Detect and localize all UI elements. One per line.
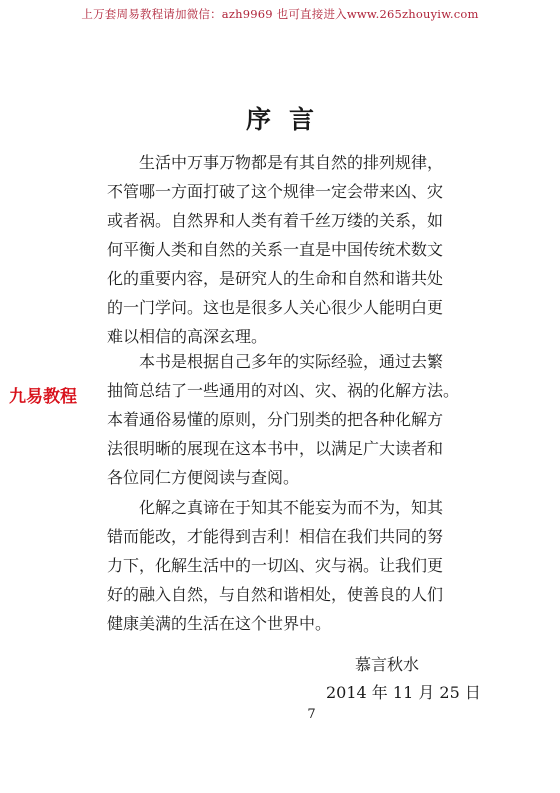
paragraph-line: 力下，化解生活中的一切凶、灾与祸。让我们更: [107, 556, 444, 575]
paragraph-2: [107, 347, 515, 492]
paragraph-line: 抽简总结了一些通用的对凶、灾、祸的化解方法。: [107, 381, 460, 400]
paragraph-line: 何平衡人类和自然的关系一直是中国传统术数文: [107, 240, 444, 259]
paragraph-line: 各位同仁方便阅读与查阅。: [107, 468, 300, 487]
side-watermark-label: 九易教程: [9, 387, 77, 407]
page-number: 7: [307, 707, 316, 722]
paragraph-line: 化的重要内容，是研究人的生命和自然和谐共处: [107, 269, 444, 288]
page-title: 序言: [245, 105, 332, 134]
paragraph-line: 不管哪一方面打破了这个规律一定会带来凶、灾: [107, 182, 444, 201]
paragraph-1: [107, 148, 515, 351]
paragraph-line: 的一门学问。这也是很多人关心很少人能明白更: [107, 298, 444, 317]
paragraph-line: 生活中万事万物都是有其自然的排列规律，: [139, 153, 444, 172]
paragraph-line: 法很明晰的展现在这本书中，以满足广大读者和: [107, 439, 444, 458]
paragraph-line: 错而能改，才能得到吉利！相信在我们共同的努: [107, 527, 444, 546]
paragraph-line: 健康美满的生活在这个世界中。: [107, 614, 332, 633]
paragraph-line: 本书是根据自己多年的实际经验，通过去繁: [139, 352, 444, 371]
paragraph-3: [107, 493, 515, 638]
author-signature: 慕言秋水: [355, 655, 420, 674]
paragraph-line: 化解之真谛在于知其不能妄为而不为，知其: [139, 498, 444, 517]
paragraph-line: 或者祸。自然界和人类有着千丝万缕的关系，如: [107, 211, 444, 230]
paragraph-line: 本着通俗易懂的原则，分门别类的把各种化解方: [107, 410, 444, 429]
paragraph-line: 难以相信的高深玄理。: [107, 327, 268, 346]
paragraph-line: 好的融入自然，与自然和谐相处，使善良的人们: [107, 585, 444, 604]
preface-date: 2014 年 11 月 25 日: [326, 683, 481, 702]
watermark-banner: 上万套周易教程请加微信：azh9969 也可直接进入www.265zhouyiw.com: [81, 7, 479, 21]
